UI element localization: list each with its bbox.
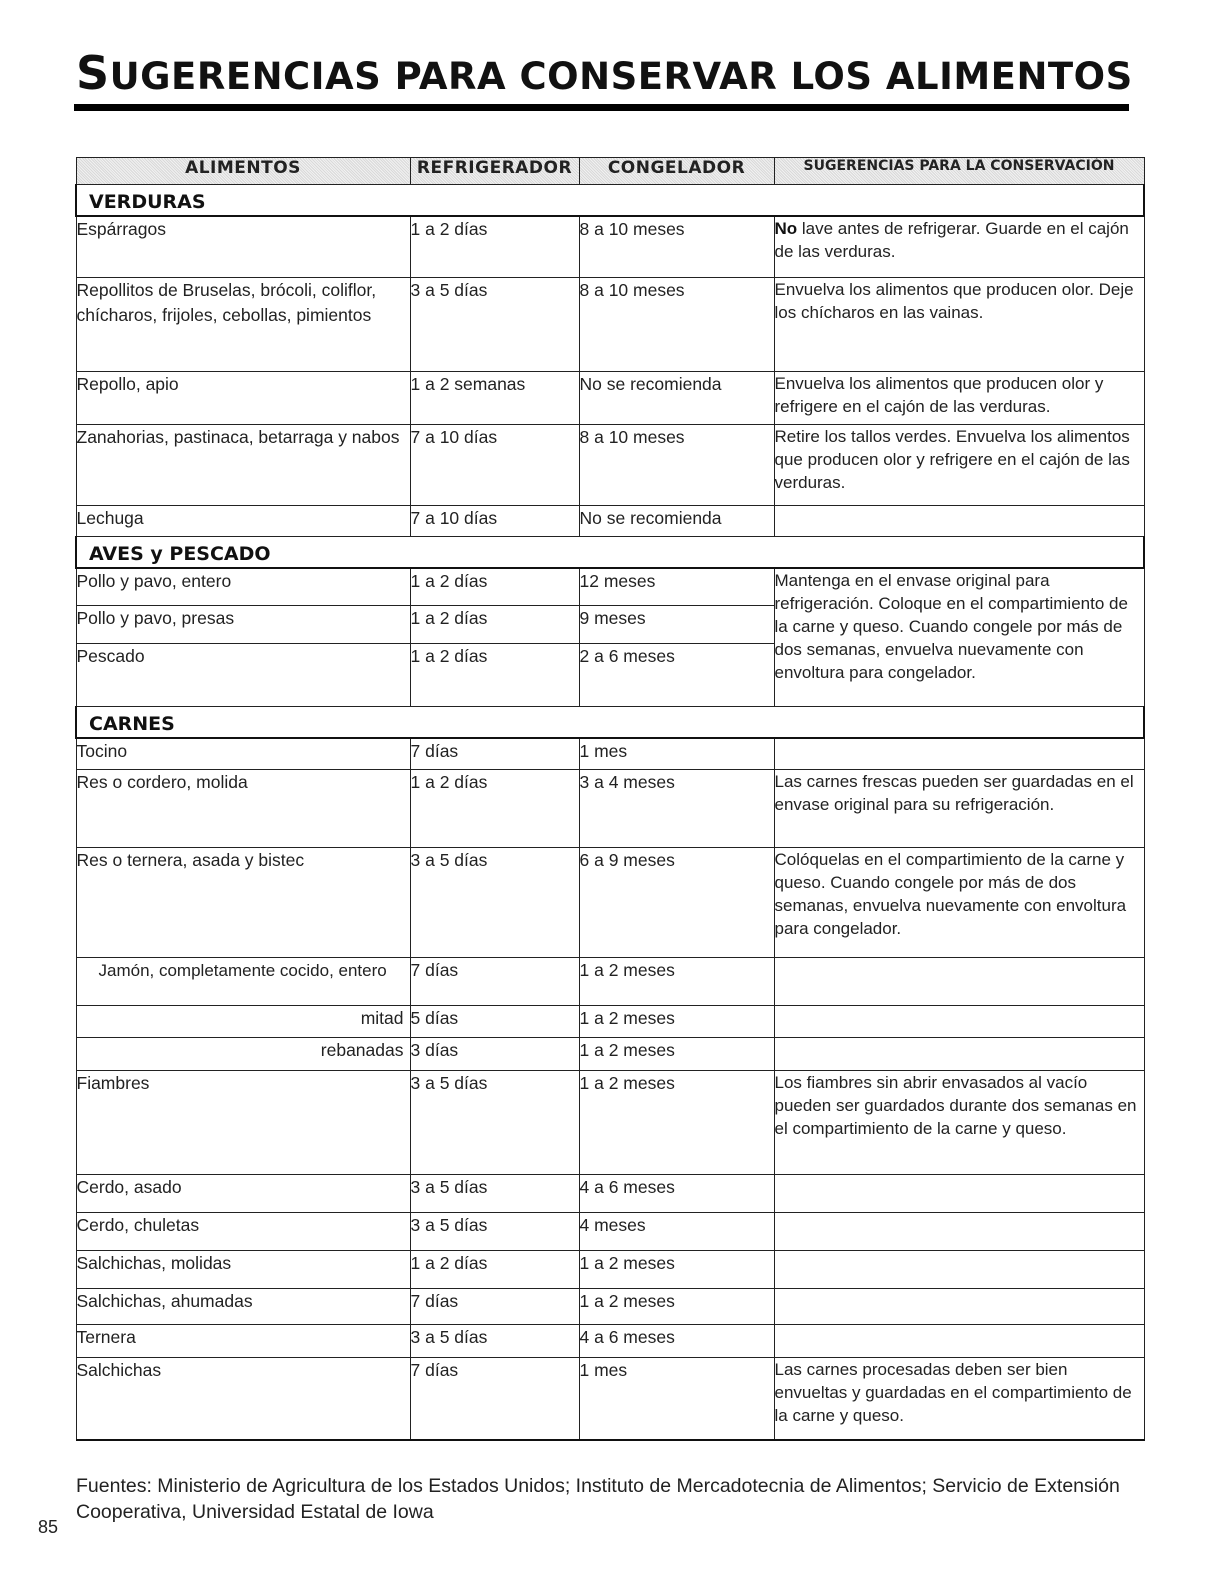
food-cell: Pollo y pavo, entero (76, 568, 410, 606)
table-row (76, 1038, 1144, 1071)
tip-cell (774, 1006, 1144, 1038)
food-cell: Repollo, apio (76, 372, 410, 425)
refrigerator-cell: 3 a 5 días (410, 848, 579, 958)
table-row (76, 568, 1144, 606)
refrigerator-cell: 7 a 10 días (410, 425, 579, 506)
table-row (76, 216, 1144, 278)
header-sugerencias: SUGERENCIAS PARA LA CONSERVACIÓN (774, 158, 1144, 185)
tip-cell (774, 1175, 1144, 1213)
page-title-rest: UGERENCIAS PARA CONSERVAR LOS ALIMENTOS (109, 55, 1133, 98)
refrigerator-cell: 7 a 10 días (410, 506, 579, 537)
food-cell: Ternera (76, 1325, 410, 1358)
refrigerator-cell: 1 a 2 semanas (410, 372, 579, 425)
freezer-cell: 9 meses (579, 606, 774, 644)
table-row (76, 848, 1144, 958)
freezer-cell: 2 a 6 meses (579, 644, 774, 707)
food-cell: mitad (76, 1006, 410, 1038)
food-cell: Salchichas, ahumadas (76, 1289, 410, 1325)
table-row (76, 738, 1144, 770)
header-refrigerador: REFRIGERADOR (410, 158, 579, 185)
food-storage-table (75, 157, 1145, 1441)
tip-cell: Envuelva los alimentos que producen olor y refrigere en el cajón de las verduras. (774, 372, 1144, 425)
food-cell: Tocino (76, 738, 410, 770)
refrigerator-cell: 1 a 2 días (410, 216, 579, 278)
table-row (76, 372, 1144, 425)
freezer-cell: 4 meses (579, 1213, 774, 1251)
freezer-cell: 3 a 4 meses (579, 770, 774, 848)
freezer-cell: 1 a 2 meses (579, 1006, 774, 1038)
table-row (76, 506, 1144, 537)
refrigerator-cell: 3 a 5 días (410, 1325, 579, 1358)
refrigerator-cell: 1 a 2 días (410, 644, 579, 707)
refrigerator-cell: 7 días (410, 1358, 579, 1440)
section-aves-pescado: AVES y PESCADO (76, 537, 1144, 568)
section-row (76, 185, 1144, 216)
freezer-cell: 6 a 9 meses (579, 848, 774, 958)
table-row (76, 1251, 1144, 1289)
table-row (76, 1006, 1144, 1038)
tip-emphasis: No (774, 218, 798, 238)
tip-cell (774, 506, 1144, 537)
section-row (76, 537, 1144, 568)
section-verduras: VERDURAS (76, 185, 1144, 216)
freezer-cell: 1 a 2 meses (579, 1071, 774, 1175)
food-cell: Lechuga (76, 506, 410, 537)
food-cell: Fiambres (76, 1071, 410, 1175)
tip-cell: Las carnes frescas pueden ser guardadas en el envase original para su refrigeración. (774, 770, 1144, 848)
tip-cell: Mantenga en el envase original para refrigeración. Coloque en el compartimiento de la carne y queso. Cuando congele por más de dos semanas, envuelva nuevamente con envoltura para congelador. (774, 568, 1144, 707)
tip-cell (774, 1213, 1144, 1251)
food-cell: Salchichas (76, 1358, 410, 1440)
food-cell: Espárragos (76, 216, 410, 278)
freezer-cell: 1 mes (579, 738, 774, 770)
refrigerator-cell: 1 a 2 días (410, 1251, 579, 1289)
page-title-initial: S (76, 46, 110, 100)
tip-cell: Envuelva los alimentos que producen olor. Deje los chícharos en las vainas. (774, 278, 1144, 372)
sources-note: Fuentes: Ministerio de Agricultura de los Estados Unidos; Instituto de Mercadotecnia de Alimentos; Servicio de Extensión Cooperativa, Universidad Estatal de Iowa (76, 1475, 1120, 1523)
table-row (76, 1325, 1144, 1358)
food-cell: Pescado (76, 644, 410, 707)
freezer-cell: 1 mes (579, 1358, 774, 1440)
tip-cell (774, 216, 1144, 278)
freezer-cell: 4 a 6 meses (579, 1325, 774, 1358)
tip-cell: Las carnes procesadas deben ser bien envueltas y guardadas en el compartimiento de la carne y queso. (774, 1358, 1144, 1440)
food-cell: Res o ternera, asada y bistec (76, 848, 410, 958)
title-underline (74, 104, 1129, 111)
table-row (76, 425, 1144, 506)
tip-text: lave antes de refrigerar. Guarde en el cajón de las verduras. (774, 218, 1129, 261)
table-row (76, 770, 1144, 848)
section-row (76, 707, 1144, 738)
refrigerator-cell: 7 días (410, 1289, 579, 1325)
food-cell: Jamón, completamente cocido, entero (76, 958, 410, 1006)
freezer-cell: No se recomienda (579, 372, 774, 425)
refrigerator-cell: 1 a 2 días (410, 606, 579, 644)
table-row (76, 1358, 1144, 1440)
table-row (76, 958, 1144, 1006)
refrigerator-cell: 5 días (410, 1006, 579, 1038)
refrigerator-cell: 3 a 5 días (410, 278, 579, 372)
freezer-cell: 4 a 6 meses (579, 1175, 774, 1213)
tip-cell (774, 1038, 1144, 1071)
food-cell: Res o cordero, molida (76, 770, 410, 848)
tip-cell (774, 958, 1144, 1006)
page-title (76, 46, 1133, 100)
refrigerator-cell: 1 a 2 días (410, 568, 579, 606)
table-header-row (76, 158, 1144, 185)
food-cell: Cerdo, asado (76, 1175, 410, 1213)
tip-cell (774, 1289, 1144, 1325)
food-cell: Pollo y pavo, presas (76, 606, 410, 644)
tip-cell: Los fiambres sin abrir envasados al vacío pueden ser guardados durante dos semanas en el compartimiento de la carne y queso. (774, 1071, 1144, 1175)
header-alimentos: ALIMENTOS (76, 158, 410, 185)
section-carnes: CARNES (76, 707, 1144, 738)
freezer-cell: 1 a 2 meses (579, 958, 774, 1006)
food-cell: Cerdo, chuletas (76, 1213, 410, 1251)
food-cell: Salchichas, molidas (76, 1251, 410, 1289)
freezer-cell: 1 a 2 meses (579, 1289, 774, 1325)
freezer-cell: 8 a 10 meses (579, 278, 774, 372)
freezer-cell: 8 a 10 meses (579, 216, 774, 278)
table-row (76, 1289, 1144, 1325)
freezer-cell: 1 a 2 meses (579, 1251, 774, 1289)
freezer-cell: No se recomienda (579, 506, 774, 537)
freezer-cell: 1 a 2 meses (579, 1038, 774, 1071)
food-cell: Repollitos de Bruselas, brócoli, coliflor, chícharos, frijoles, cebollas, pimientos (76, 278, 410, 372)
refrigerator-cell: 3 a 5 días (410, 1213, 579, 1251)
tip-cell (774, 1325, 1144, 1358)
refrigerator-cell: 7 días (410, 958, 579, 1006)
food-cell: rebanadas (76, 1038, 410, 1071)
freezer-cell: 8 a 10 meses (579, 425, 774, 506)
tip-cell: Colóquelas en el compartimiento de la carne y queso. Cuando congele por más de dos semanas, envuelva nuevamente con envoltura para congelador. (774, 848, 1144, 958)
table-row (76, 1175, 1144, 1213)
refrigerator-cell: 3 a 5 días (410, 1071, 579, 1175)
page-number: 85 (38, 1517, 59, 1537)
food-cell: Zanahorias, pastinaca, betarraga y nabos (76, 425, 410, 506)
table-row (76, 1071, 1144, 1175)
header-congelador: CONGELADOR (579, 158, 774, 185)
tip-cell (774, 738, 1144, 770)
tip-cell: Retire los tallos verdes. Envuelva los alimentos que producen olor y refrigere en el cajón de las verduras. (774, 425, 1144, 506)
table-row (76, 1213, 1144, 1251)
tip-cell (774, 1251, 1144, 1289)
refrigerator-cell: 1 a 2 días (410, 770, 579, 848)
refrigerator-cell: 7 días (410, 738, 579, 770)
refrigerator-cell: 3 a 5 días (410, 1175, 579, 1213)
refrigerator-cell: 3 días (410, 1038, 579, 1071)
table-row (76, 278, 1144, 372)
freezer-cell: 12 meses (579, 568, 774, 606)
